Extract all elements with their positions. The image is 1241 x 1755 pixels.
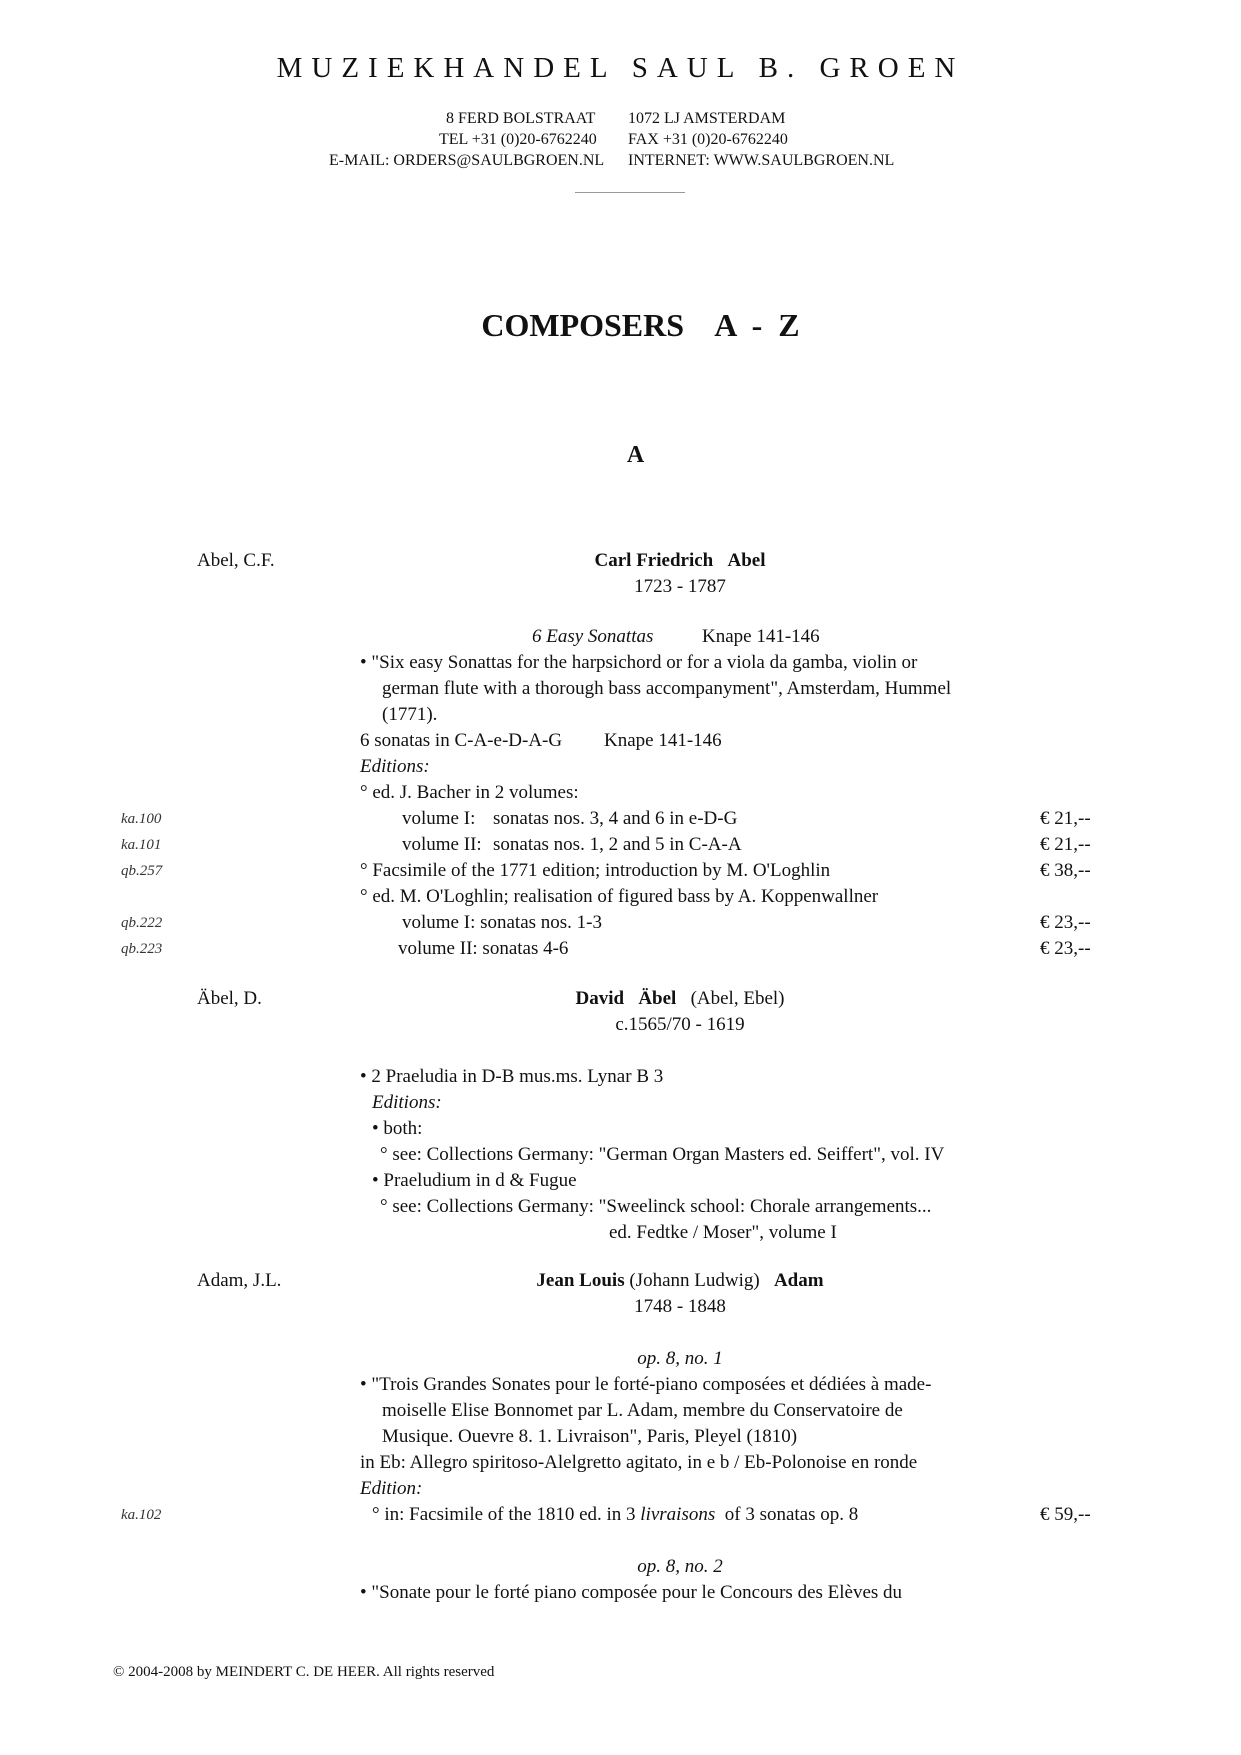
work-description: • "Six easy Sonattas for the harpsichord or for a viola da gamba, violin or: [360, 652, 918, 673]
composer-alt-names: (Johann Ludwig): [629, 1270, 760, 1291]
volume-text: volume II: sonatas 4-6: [398, 938, 569, 959]
price: € 23,--: [1040, 938, 1091, 959]
address-city: 1072 LJ AMSTERDAM: [628, 110, 786, 127]
composer-dates: 1748 - 1848: [634, 1296, 726, 1317]
composer-full-name: [360, 1268, 1000, 1294]
copyright-footer: © 2004-2008 by MEINDERT C. DE HEER. All rights reserved: [113, 1664, 495, 1680]
composer-alt-names: (Abel, Ebel): [690, 988, 785, 1009]
price: € 38,--: [1040, 860, 1091, 881]
store-title: MUZIEKHANDEL SAUL B. GROEN: [276, 52, 965, 84]
work-description: • "Sonate pour le forté piano composée pour le Concours des Elèves du: [360, 1582, 903, 1603]
address-street: 8 FERD BOLSTRAAT: [446, 110, 596, 127]
fax: FAX +31 (0)20-6762240: [628, 131, 788, 148]
order-ref: qb.222: [121, 915, 163, 931]
edition-entry: • Praeludium in d & Fugue: [372, 1170, 577, 1191]
telephone: TEL +31 (0)20-6762240: [439, 131, 597, 148]
volume-label: volume II:: [402, 834, 482, 855]
price: € 23,--: [1040, 912, 1091, 933]
work-description: • "Trois Grandes Sonates pour le forté-piano composées et dédiées à made-: [360, 1374, 932, 1395]
work-catalog: Knape 141-146: [702, 626, 820, 647]
composer-last-name: Äbel: [638, 988, 677, 1009]
editions-label: Editions:: [360, 756, 430, 777]
order-ref: ka.100: [121, 811, 162, 827]
price: € 21,--: [1040, 808, 1091, 829]
order-ref: qb.223: [121, 941, 163, 957]
composer-full-name: [360, 986, 1000, 1012]
order-ref: ka.101: [121, 837, 162, 853]
sonatas-line: 6 sonatas in C-A-e-D-A-G: [360, 730, 563, 751]
volume-text: sonatas nos. 1, 2 and 5 in C-A-A: [493, 834, 742, 855]
sonatas-catalog: Knape 141-146: [604, 730, 722, 751]
work-entry: • 2 Praeludia in D-B mus.ms. Lynar B 3: [360, 1066, 664, 1087]
key-line: in Eb: Allegro spiritoso-Alelgretto agitato, in e b / Eb-Polonoise en ronde: [360, 1452, 918, 1473]
price: € 21,--: [1040, 834, 1091, 855]
edition-entry: ° Facsimile of the 1771 edition; introduction by M. O'Loghlin: [360, 860, 831, 881]
section-letter: A: [626, 442, 645, 468]
website-link[interactable]: INTERNET: WWW.SAULBGROEN.NL: [628, 152, 895, 169]
composer-full-name: [360, 548, 1000, 574]
work-description: (1771).: [382, 704, 438, 725]
edition-entry: ° ed. J. Bacher in 2 volumes:: [360, 782, 579, 803]
edition-entry: ° in: Facsimile of the 1810 ed. in 3 livraisons of 3 sonatas op. 8: [372, 1504, 859, 1525]
volume-text: sonatas nos. 3, 4 and 6 in e-D-G: [493, 808, 738, 829]
opus-heading: op. 8, no. 2: [637, 1556, 723, 1577]
work-title: 6 Easy Sonattas: [532, 626, 654, 647]
see-reference: ed. Fedtke / Moser", volume I: [609, 1222, 837, 1243]
email-link[interactable]: E-MAIL: ORDERS@SAULBGROEN.NL: [329, 152, 605, 169]
order-ref: ka.102: [121, 1507, 162, 1523]
work-description: Musique. Ouevre 8. 1. Livraison", Paris, Pleyel (1810): [382, 1426, 798, 1447]
composer-dates: 1723 - 1787: [634, 576, 726, 597]
work-description: german flute with a thorough bass accompanyment", Amsterdam, Hummel: [382, 678, 952, 699]
volume-label: volume I:: [402, 808, 476, 829]
editions-label: Editions:: [372, 1092, 442, 1113]
opus-heading: op. 8, no. 1: [637, 1348, 723, 1369]
price: € 59,--: [1040, 1504, 1091, 1525]
order-ref: qb.257: [121, 863, 163, 879]
composer-last-name: Adam: [773, 1270, 824, 1291]
composer-dates: c.1565/70 - 1619: [615, 1014, 745, 1035]
see-reference: ° see: Collections Germany: "Sweelinck school: Chorale arrangements...: [380, 1196, 932, 1217]
edition-entry: • both:: [372, 1118, 423, 1139]
composer-short-name: Adam, J.L.: [197, 1270, 282, 1291]
composer-short-name: Abel, C.F.: [197, 550, 275, 571]
composer-first-name: David: [575, 988, 625, 1009]
composer-first-name: Carl Friedrich: [594, 550, 714, 571]
composer-last-name: Abel: [727, 550, 766, 571]
header-divider: [575, 192, 685, 193]
work-description: moiselle Elise Bonnomet par L. Adam, membre du Conservatoire de: [382, 1400, 903, 1421]
composer-short-name: Äbel, D.: [197, 988, 262, 1009]
edition-label: Edition:: [360, 1478, 423, 1499]
see-reference: ° see: Collections Germany: "German Organ Masters ed. Seiffert", vol. IV: [380, 1144, 945, 1165]
edition-entry: ° ed. M. O'Loghlin; realisation of figured bass by A. Koppenwallner: [360, 886, 879, 907]
page-title: COMPOSERS A - Z: [481, 307, 800, 343]
volume-text: volume I: sonatas nos. 1-3: [402, 912, 603, 933]
composer-first-name: Jean Louis: [536, 1270, 625, 1291]
